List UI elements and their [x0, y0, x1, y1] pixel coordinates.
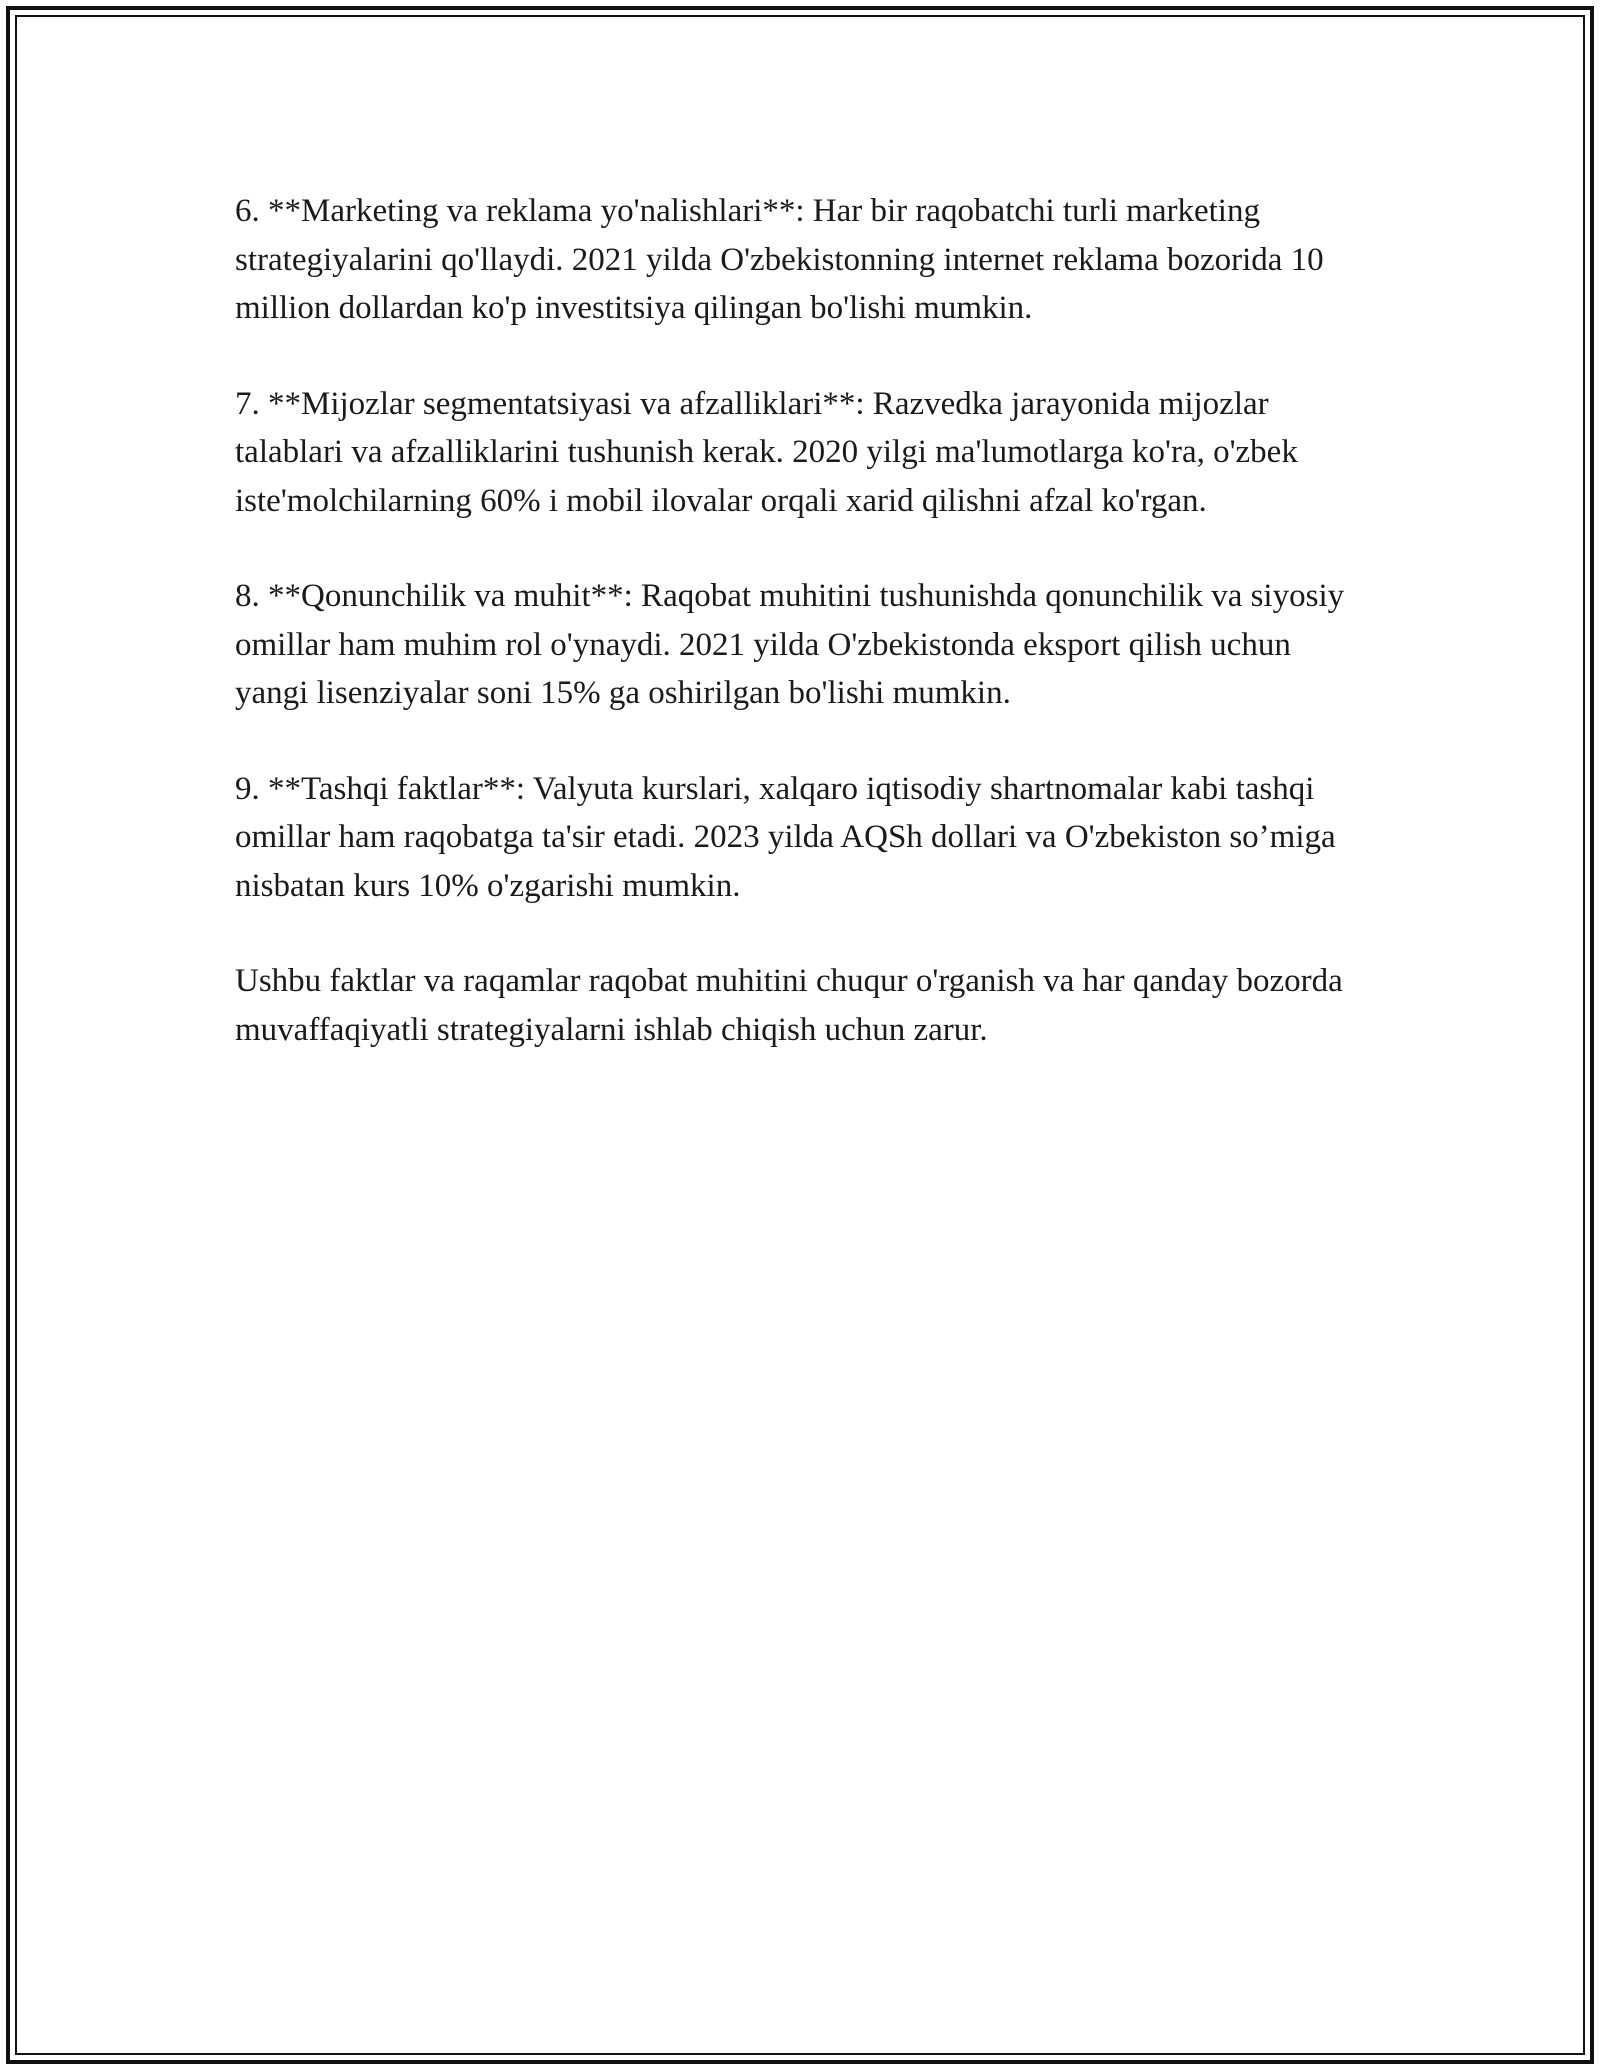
paragraph-item-7: 7. **Mijozlar segmentatsiyasi va afzalliklari**: Razvedka jarayonida mijozlar talablari va afzalliklarini tushunish kerak. 2020 yilgi ma'lumotlarga ko'ra, o'zbek iste'molchilarning 60% i mobil ilovalar orqali xarid qilishni afzal ko'rgan.	[235, 385, 1298, 519]
paragraph-item-9: 9. **Tashqi faktlar**: Valyuta kurslari, xalqaro iqtisodiy shartnomalar kabi tashqi omillar ham raqobatga ta'sir etadi. 2023 yilda AQSh dollari va O'zbekiston so’miga nisbatan kurs 10% o'zgarishi mumkin.	[235, 770, 1336, 904]
paragraph-conclusion: Ushbu faktlar va raqamlar raqobat muhitini chuqur o'rganish va har qanday bozorda muvaffaqiyatli strategiyalarni ishlab chiqish uchun zarur.	[235, 963, 1343, 1048]
paragraph-item-8: 8. **Qonunchilik va muhit**: Raqobat muhitini tushunishda qonunchilik va siyosiy omillar ham muhim rol o'ynaydi. 2021 yilda O'zbekistonda eksport qilish uchun yangi lisenziyalar soni 15% ga oshirilgan bo'lishi mumkin.	[235, 578, 1345, 711]
paragraph-item-6: 6. **Marketing va reklama yo'nalishlari**: Har bir raqobatchi turli marketing strategiyalarini qo'llaydi. 2021 yilda O'zbekistonning internet reklama bozorida 10 million dollardan ko'p investitsiya qilingan bo'lishi mumkin.	[235, 193, 1324, 326]
document-body	[235, 187, 1370, 1101]
